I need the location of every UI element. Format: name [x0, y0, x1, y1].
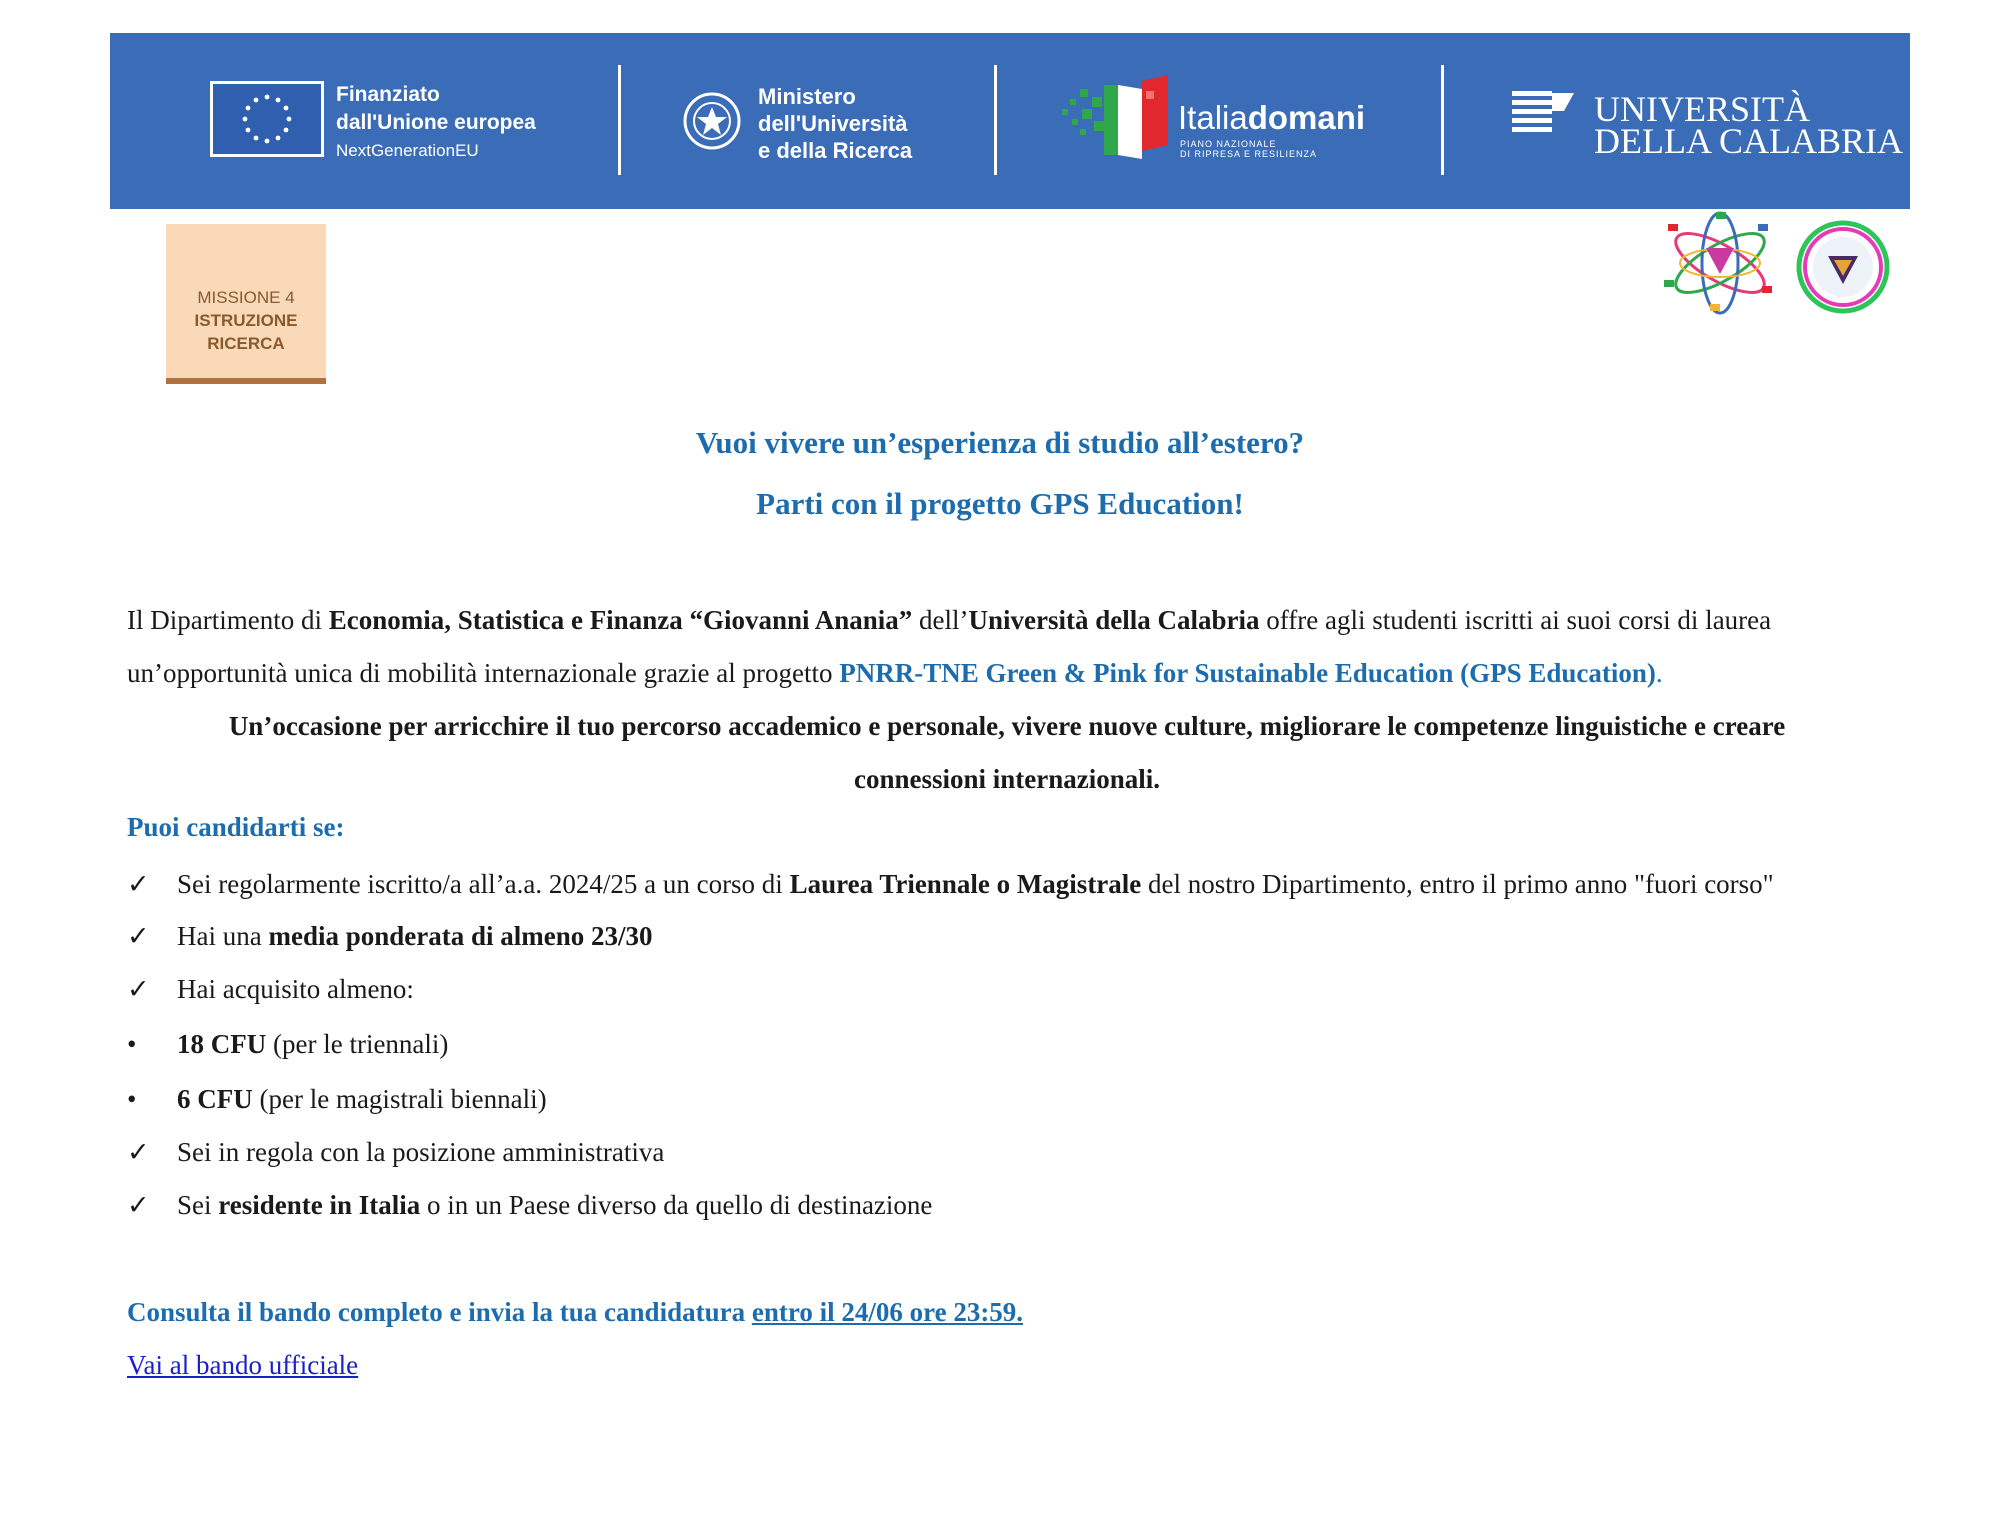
- unical-line-1: UNIVERSITÀ: [1594, 89, 1810, 129]
- italiadomani-part-2: domani: [1247, 99, 1366, 136]
- occasion-line-1: Un’occasione per arricchire il tuo percorso accademico e personale, vivere nuove culture, migliorare le competenze linguistiche e creare: [228, 711, 1786, 741]
- unical-line-2: DELLA CALABRIA: [1594, 121, 1903, 161]
- checkmark-icon: ✓: [127, 921, 150, 951]
- sub-requirement-item: [127, 1081, 547, 1117]
- requirement-text: (per le magistrali biennali): [252, 1084, 547, 1114]
- sub-requirement-item: [127, 1026, 448, 1062]
- unical-wordmark: [1594, 89, 1903, 161]
- requirement-item: [127, 1187, 932, 1223]
- eu-line-1: Finanziato: [336, 83, 440, 106]
- italiadomani-part-1: Italia: [1178, 99, 1248, 136]
- requirement-bold: residente in Italia: [218, 1190, 421, 1220]
- requirement-item: [127, 866, 1774, 902]
- header-banner: [110, 33, 1910, 209]
- requirement-item: [127, 918, 652, 954]
- mission-line-2: ISTRUZIONE: [194, 311, 298, 330]
- intro-period: .: [1655, 658, 1663, 688]
- ministry-line-1: Ministero: [758, 84, 856, 109]
- italian-emblem-icon: [680, 85, 744, 159]
- university-name: Università della Calabria: [968, 605, 1260, 635]
- requirement-text: Sei regolarmente iscritto/a all’a.a. 2024/25 a un corso di: [177, 869, 790, 899]
- italiadomani-wordmark: [1178, 101, 1365, 135]
- eu-flag-icon: [210, 81, 324, 157]
- mission-line-1: MISSIONE 4: [197, 288, 295, 307]
- requirements-heading: Puoi candidarti se:: [127, 812, 345, 842]
- project-name: PNRR-TNE Green & Pink for Sustainable Education (GPS Education): [839, 658, 1656, 688]
- requirement-bold: media ponderata di almeno 23/30: [268, 921, 653, 951]
- intro-text: Il Dipartimento di: [127, 605, 329, 635]
- ministry-line-3: e della Ricerca: [758, 138, 913, 163]
- requirement-item: [127, 1134, 664, 1170]
- ministry-label: [758, 83, 912, 164]
- unical-logo-icon: [1512, 89, 1574, 135]
- gps-education-logo-icon: [1794, 218, 1892, 316]
- mission-line-3: RICERCA: [207, 334, 285, 353]
- requirement-bold: Laurea Triennale o Magistrale: [789, 869, 1142, 899]
- requirement-text: del nostro Dipartimento, entro il primo anno "fuori corso": [1141, 869, 1774, 899]
- mission-underline: [166, 378, 326, 384]
- headline-subtitle: Parti con il progetto GPS Education!: [756, 486, 1244, 521]
- bullet-icon: •: [127, 1084, 137, 1114]
- requirement-bold: 6 CFU: [177, 1084, 253, 1114]
- requirement-text: (per le triennali): [266, 1029, 449, 1059]
- requirement-text: Hai una: [177, 921, 269, 951]
- department-name: Economia, Statistica e Finanza “Giovanni Anania”: [328, 605, 913, 635]
- eu-line-2: dall'Unione europea: [336, 111, 536, 134]
- requirement-text: Sei: [177, 1190, 219, 1220]
- banner-divider: [994, 65, 997, 175]
- italiadomani-sub-line-2: DI RIPRESA E RESILIENZA: [1180, 149, 1318, 159]
- italiadomani-subtitle: [1180, 139, 1317, 159]
- occasion-line-2: connessioni internazionali.: [853, 764, 1161, 794]
- eu-line-3: NextGenerationEU: [336, 141, 479, 160]
- gps-network-logo-icon: [1660, 210, 1780, 316]
- requirement-text: Hai acquisito almeno:: [177, 974, 414, 1004]
- intro-text: offre agli studenti iscritti ai suoi corsi di laurea un’opportunità unica di mobilità internazionale grazie al progetto: [127, 605, 1772, 688]
- cta-line: [127, 1294, 1023, 1330]
- intro-text: dell’: [912, 605, 969, 635]
- italiadomani-flag-icon: [1058, 69, 1178, 169]
- mission-4-badge: [166, 224, 326, 384]
- requirement-text: o in un Paese diverso da quello di destinazione: [420, 1190, 933, 1220]
- official-call-link[interactable]: Vai al bando ufficiale: [127, 1350, 359, 1380]
- requirement-item: [127, 971, 414, 1007]
- italiadomani-sub-line-1: PIANO NAZIONALE: [1180, 139, 1277, 149]
- requirement-bold: 18 CFU: [177, 1029, 267, 1059]
- checkmark-icon: ✓: [127, 1137, 150, 1167]
- checkmark-icon: ✓: [127, 974, 150, 1004]
- banner-divider: [618, 65, 621, 175]
- checkmark-icon: ✓: [127, 869, 150, 899]
- deadline-link[interactable]: entro il 24/06 ore 23:59.: [751, 1297, 1024, 1327]
- ministry-line-2: dell'Università: [758, 111, 908, 136]
- headline-question: Vuoi vivere un’esperienza di studio all’estero?: [695, 425, 1305, 460]
- official-call-line: [127, 1347, 358, 1383]
- cta-text: Consulta il bando completo e invia la tua candidatura: [127, 1297, 752, 1327]
- requirement-text: Sei in regola con la posizione amministrativa: [177, 1137, 665, 1167]
- checkmark-icon: ✓: [127, 1190, 150, 1220]
- occasion-paragraph: [127, 700, 1887, 806]
- bullet-icon: •: [127, 1029, 137, 1059]
- intro-paragraph: [127, 594, 1887, 700]
- banner-divider: [1441, 65, 1444, 175]
- eu-funding-label: [336, 81, 536, 165]
